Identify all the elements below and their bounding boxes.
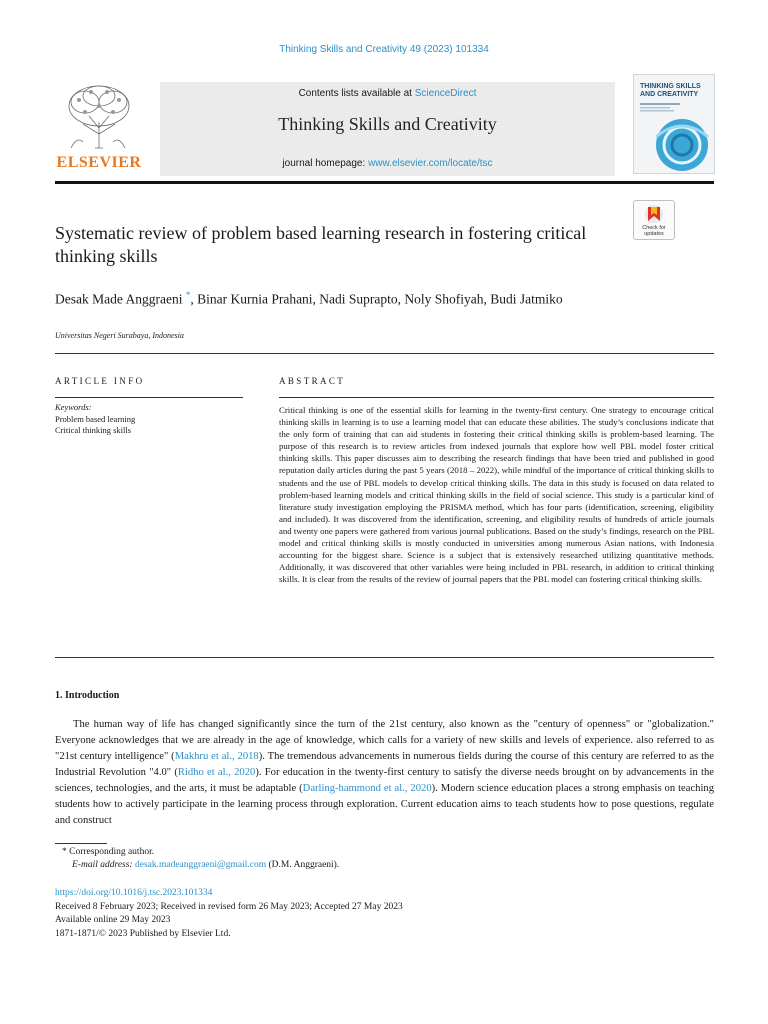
journal-homepage-link[interactable]: www.elsevier.com/locate/tsc xyxy=(368,158,493,169)
cover-title: THINKING SKILLS AND CREATIVITY xyxy=(640,83,701,98)
sciencedirect-link[interactable]: ScienceDirect xyxy=(414,88,477,99)
homepage-line xyxy=(160,158,615,169)
section-title-introduction: 1. Introduction xyxy=(55,690,120,701)
journal-cover-image[interactable] xyxy=(633,74,715,174)
article-info-heading: ARTICLE INFO xyxy=(55,376,145,386)
author-list xyxy=(55,286,615,309)
check-for-updates-badge[interactable] xyxy=(633,200,675,240)
intro-text-part: ). For education in the twenty-first century to satisfy the diverse needs brought on by advancements in the sciences, technologies, and the arts, it must be adaptable ( xyxy=(55,767,714,794)
corresponding-author-note: * Corresponding author. xyxy=(62,847,155,857)
journal-citation[interactable]: Thinking Skills and Creativity 49 (2023) 101334 xyxy=(279,44,489,55)
article-info-rule xyxy=(55,397,243,398)
copyright-line: 1871-1871/© 2023 Published by Elsevier Ltd. xyxy=(55,928,231,939)
other-authors: , Binar Kurnia Prahani, Nadi Suprapto, Noly Shofiyah, Budi Jatmiko xyxy=(190,291,563,307)
citation-link[interactable]: Makhru et al., 2018 xyxy=(174,751,259,762)
contents-prefix: Contents lists available at xyxy=(298,88,415,99)
abstract-end-rule xyxy=(55,657,714,658)
abstract-rule xyxy=(279,397,714,398)
intro-text-part: ). The tremendous advancements in numerous fields during the course of this century are referred to as the Industrial Revolution "4.0" ( xyxy=(55,751,715,778)
email-owner: (D.M. Anggraeni). xyxy=(266,860,340,870)
citation-link[interactable]: Darling-hammond et al., 2020 xyxy=(302,783,432,794)
intro-text-part: ). Modern science education places a strong emphasis on teaching students how to actively participate in the learning process through exploration. Current education aims to teach students how to pose questions, regulate and construct xyxy=(55,783,714,826)
email-label: E-mail address: xyxy=(72,860,135,870)
footnotes xyxy=(62,846,339,872)
keywords-label: Keywords: xyxy=(55,402,92,412)
affiliation: Universitas Negeri Surabaya, Indonesia xyxy=(55,331,184,340)
online-date: Available online 29 May 2023 xyxy=(55,915,171,925)
journal-header-band xyxy=(160,82,615,176)
citation-link[interactable]: Ridho et al., 2020 xyxy=(177,767,256,778)
first-author[interactable]: Desak Made Anggraeni xyxy=(55,291,183,307)
abstract-text: Critical thinking is one of the essential skills for learning in the twenty-first century. One strategy to encourage critical thinking skills in learning is to use a learning model that can educate these abilities. The study’s conclusions indicate that the only form of training that can aid students in fostering their critical thinking skills is problem-based learning. The purpose of this research is to review articles from indexed journals that explore how well PBL model foster critical thinking skills. This paper discusses aim to describing the research findings that have been tried and published in good reputation daily articles during the past 5 years (2018 – 2022), while mindful of the importance of critical thinking skills to students and the use of PBL models to develop critical thinking skills. The data in this study is focused on data related to problem-based learning models and critical thinking skills in the field of social science. This study is a particular kind of literature study investigation employing the PRISMA method, which has four parts (identification, screening, eligibility and included). It was discovered from the identification, screening, and eligibility results of hundreds of article journals and twenty one papers were gathered from various journal publications. Based on the study’s findings, research on the PBL model and critical thinking skills is mostly conducted in universities among numerous Asian nations, with Indonesia accounting for the biggest share. Science is a subject that is extensively researched utilizing quantitative methods. Additionally, it was discovered that other variables were being included in PBL research, in addition to critical thinking skills. It is clear from the results of the review of journal papers that the PBL model can fostering critical thinking skills. xyxy=(279,405,714,585)
email-line xyxy=(62,859,339,872)
title-block-rule xyxy=(55,353,714,354)
keywords-block xyxy=(55,402,245,437)
publication-info xyxy=(55,887,403,941)
introduction-paragraph xyxy=(55,717,714,829)
contents-line xyxy=(160,88,615,99)
abstract-heading: ABSTRACT xyxy=(279,376,346,386)
email-link[interactable]: desak.madeanggraeni@gmail.com xyxy=(134,860,267,870)
article-title: Systematic review of problem based learning research in fostering critical thinking skills xyxy=(55,223,587,266)
keyword-item: Critical thinking skills xyxy=(55,425,132,435)
footnote-rule xyxy=(55,843,107,844)
journal-name: Thinking Skills and Creativity xyxy=(278,114,497,134)
check-for-updates-label: Check for updates xyxy=(642,225,666,237)
header-rule xyxy=(55,181,714,184)
elsevier-wordmark: ELSEVIER xyxy=(56,154,142,171)
doi-link[interactable]: https://doi.org/10.1016/j.tsc.2023.101334 xyxy=(55,888,213,898)
homepage-prefix: journal homepage: xyxy=(282,158,369,169)
cover-art-icon xyxy=(634,75,714,173)
intro-text-part: The human way of life has changed significantly since the turn of the 21st century, also known as the "century of openness" or "globalization." Everyone acknowledges that we are already in the age of knowledge, which calls for a variety of new skills and levels of experience. also referred to as "21st century intelligence" ( xyxy=(55,719,714,762)
received-dates: Received 8 February 2023; Received in revised form 26 May 2023; Accepted 27 May 2023 xyxy=(55,901,403,912)
keyword-item: Problem based learning xyxy=(55,413,136,424)
corresponding-author-mark[interactable]: * xyxy=(185,290,191,300)
